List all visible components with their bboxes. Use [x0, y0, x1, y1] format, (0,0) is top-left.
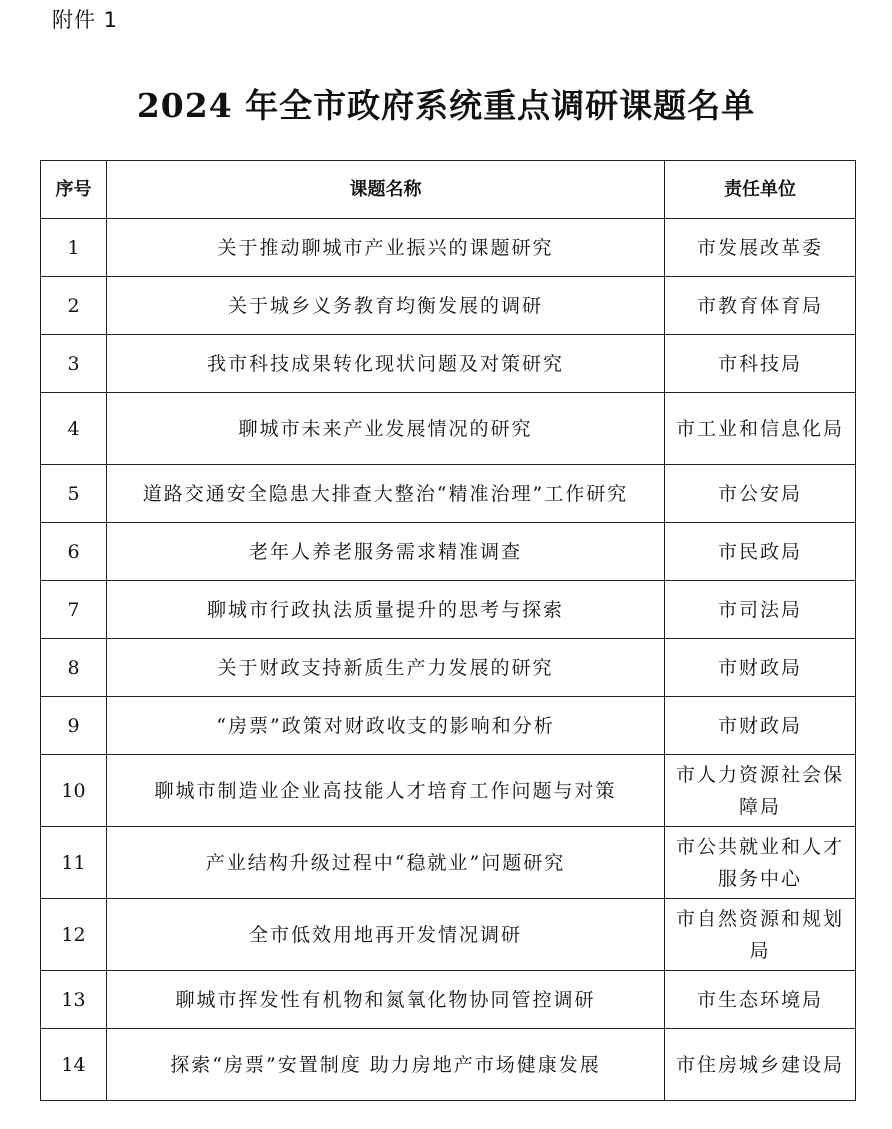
unit-text: 市发展改革委	[696, 236, 823, 259]
row-unit	[665, 277, 856, 335]
row-number: 6	[41, 523, 107, 581]
row-number: 1	[41, 219, 107, 277]
table-row	[41, 393, 856, 465]
topic-text: 关于财政支持新质生产力发展的研究	[217, 656, 554, 679]
row-number: 12	[41, 899, 107, 971]
row-topic	[107, 335, 665, 393]
unit-text: 市工业和信息化局	[675, 417, 844, 440]
row-topic	[107, 393, 665, 465]
topic-text: 聊城市挥发性有机物和氮氧化物协同管控调研	[175, 988, 596, 1011]
unit-text: 市财政局	[717, 714, 802, 737]
row-unit	[665, 335, 856, 393]
table-row	[41, 523, 856, 581]
row-unit	[665, 697, 856, 755]
topic-text: 聊城市制造业企业高技能人才培育工作问题与对策	[154, 779, 617, 802]
table-row	[41, 1029, 856, 1101]
row-unit	[665, 581, 856, 639]
unit-text: 市住房城乡建设局	[675, 1053, 844, 1076]
row-number: 10	[41, 755, 107, 827]
topic-text: 产业结构升级过程中“稳就业”问题研究	[205, 851, 566, 874]
table-row	[41, 971, 856, 1029]
column-header-unit: 责任单位	[665, 161, 856, 219]
row-unit	[665, 219, 856, 277]
topic-text: 关于推动聊城市产业振兴的课题研究	[217, 236, 554, 259]
row-topic	[107, 899, 665, 971]
row-unit	[665, 971, 856, 1029]
row-topic	[107, 1029, 665, 1101]
row-topic	[107, 219, 665, 277]
table-row	[41, 465, 856, 523]
unit-text: 市生态环境局	[696, 988, 823, 1011]
row-number: 9	[41, 697, 107, 755]
topic-text: “房票”政策对财政收支的影响和分析	[216, 714, 555, 737]
row-unit	[665, 827, 856, 899]
topic-text: 我市科技成果转化现状问题及对策研究	[206, 352, 564, 375]
page-title: 2024 年全市政府系统重点调研课题名单	[136, 86, 756, 125]
table-row	[41, 335, 856, 393]
unit-text: 市民政局	[717, 540, 802, 563]
row-number: 13	[41, 971, 107, 1029]
topic-text: 道路交通安全隐患大排查大整治“精准治理”工作研究	[142, 482, 629, 505]
row-unit	[665, 755, 856, 827]
row-unit	[665, 639, 856, 697]
topic-list-table	[40, 160, 856, 1101]
table-row	[41, 755, 856, 827]
row-topic	[107, 697, 665, 755]
row-topic	[107, 277, 665, 335]
row-topic	[107, 971, 665, 1029]
row-number: 11	[41, 827, 107, 899]
topic-text: 探索“房票”安置制度 助力房地产市场健康发展	[170, 1053, 601, 1076]
row-number: 3	[41, 335, 107, 393]
row-topic	[107, 639, 665, 697]
row-number: 4	[41, 393, 107, 465]
row-number: 2	[41, 277, 107, 335]
table-row	[41, 581, 856, 639]
row-unit	[665, 523, 856, 581]
row-number: 5	[41, 465, 107, 523]
row-topic	[107, 523, 665, 581]
table-row	[41, 639, 856, 697]
unit-text: 市司法局	[717, 598, 802, 621]
table-row	[41, 219, 856, 277]
topic-text: 老年人养老服务需求精准调查	[248, 540, 522, 563]
row-topic	[107, 827, 665, 899]
unit-text: 市自然资源和规划局	[675, 907, 844, 962]
row-topic	[107, 465, 665, 523]
row-number: 7	[41, 581, 107, 639]
row-topic	[107, 755, 665, 827]
table-row	[41, 827, 856, 899]
row-unit	[665, 1029, 856, 1101]
unit-text: 市公共就业和人才服务中心	[675, 835, 844, 890]
unit-text: 市教育体育局	[696, 294, 823, 317]
unit-text: 市人力资源社会保障局	[675, 763, 844, 818]
row-unit	[665, 393, 856, 465]
attachment-label: 附件 1	[52, 8, 119, 32]
row-topic	[107, 581, 665, 639]
table-header-row	[41, 161, 856, 219]
row-number: 8	[41, 639, 107, 697]
row-number: 14	[41, 1029, 107, 1101]
topic-text: 聊城市未来产业发展情况的研究	[238, 417, 533, 440]
unit-text: 市财政局	[717, 656, 802, 679]
topic-text: 关于城乡义务教育均衡发展的调研	[227, 294, 543, 317]
row-unit	[665, 899, 856, 971]
topic-text: 聊城市行政执法质量提升的思考与探索	[206, 598, 564, 621]
table-row	[41, 697, 856, 755]
column-header-number: 序号	[41, 161, 107, 219]
column-header-topic: 课题名称	[107, 161, 665, 219]
row-unit	[665, 465, 856, 523]
unit-text: 市科技局	[717, 352, 802, 375]
table-row	[41, 899, 856, 971]
topic-text: 全市低效用地再开发情况调研	[248, 923, 522, 946]
unit-text: 市公安局	[717, 482, 802, 505]
table-row	[41, 277, 856, 335]
